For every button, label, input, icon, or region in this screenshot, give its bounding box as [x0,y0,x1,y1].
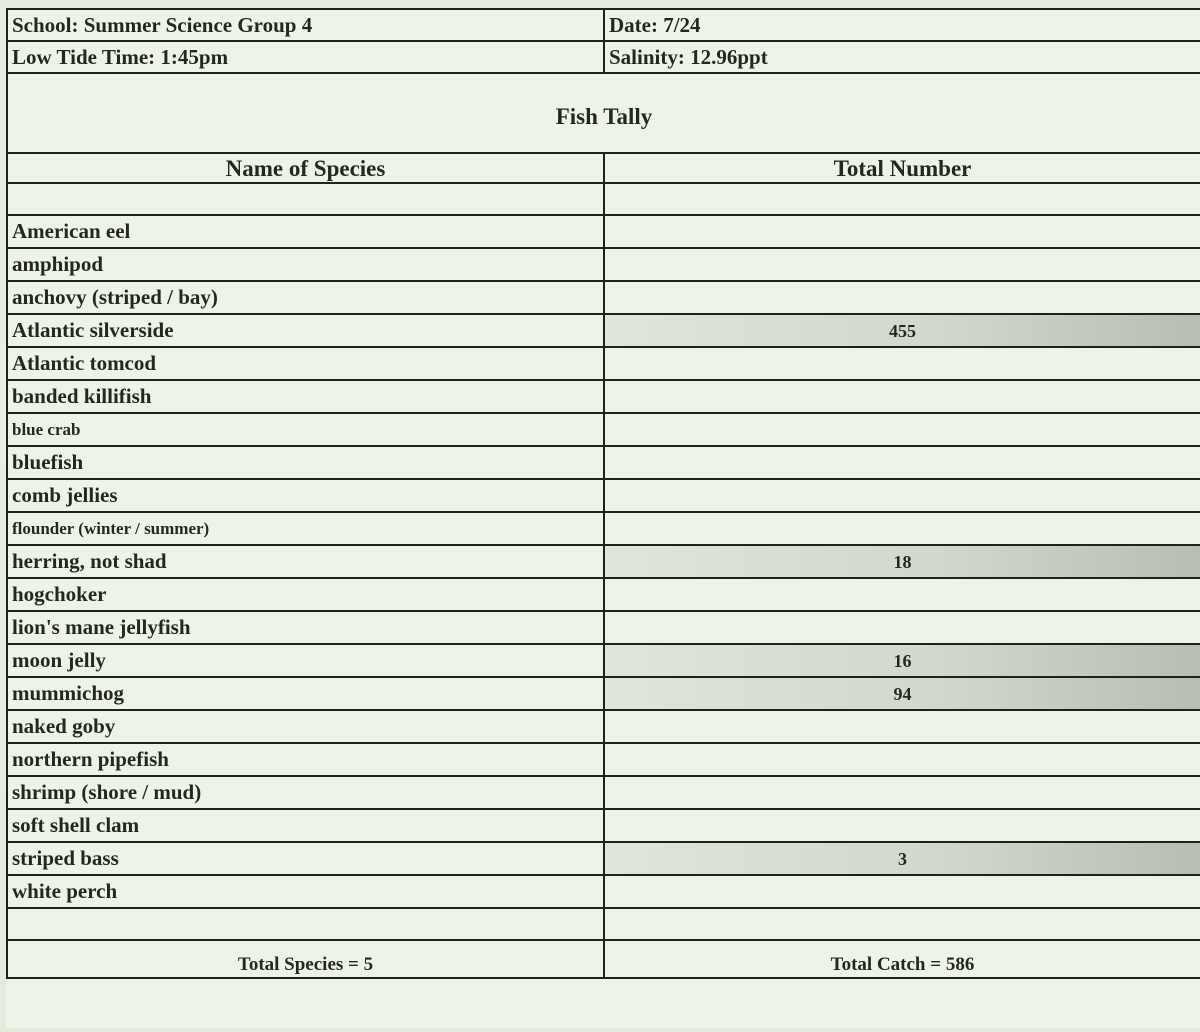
species-total [604,281,1200,314]
species-total [604,248,1200,281]
species-name: anchovy (striped / bay) [7,281,604,314]
species-name: Atlantic tomcod [7,347,604,380]
species-total [604,446,1200,479]
species-name: lion's mane jellyfish [7,611,604,644]
table-row [7,809,1200,842]
species-total [604,380,1200,413]
species-total [604,776,1200,809]
fish-tally-table [6,8,1200,979]
table-row [7,578,1200,611]
table-row [7,512,1200,545]
table-row [7,248,1200,281]
blank-cell [604,183,1200,215]
species-name: bluefish [7,446,604,479]
species-name: striped bass [7,842,604,875]
total-column-header: Total Number [604,153,1200,183]
species-total [604,479,1200,512]
total-catch: Total Catch = 586 [604,940,1200,978]
species-total [604,875,1200,908]
species-total [604,710,1200,743]
table-row [7,446,1200,479]
title-row [7,73,1200,153]
species-name: moon jelly [7,644,604,677]
species-name: blue crab [7,413,604,446]
header-row-1 [7,9,1200,41]
species-column-header: Name of Species [7,153,604,183]
species-total [604,512,1200,545]
table-row [7,479,1200,512]
table-row [7,611,1200,644]
table-row [7,413,1200,446]
salinity-field: Salinity: 12.96ppt [604,41,1200,73]
species-name: flounder (winter / summer) [7,512,604,545]
total-species: Total Species = 5 [7,940,604,978]
species-total [604,215,1200,248]
species-name: soft shell clam [7,809,604,842]
species-total: 455 [604,314,1200,347]
table-row [7,380,1200,413]
table-row [7,677,1200,710]
blank-row [7,183,1200,215]
fish-tally-sheet [6,8,1200,1028]
table-row [7,644,1200,677]
species-name: northern pipefish [7,743,604,776]
table-row [7,215,1200,248]
species-total [604,347,1200,380]
species-total [604,578,1200,611]
low-tide-field: Low Tide Time: 1:45pm [7,41,604,73]
species-total [604,611,1200,644]
table-title: Fish Tally [7,73,1200,153]
species-name: shrimp (shore / mud) [7,776,604,809]
species-name: comb jellies [7,479,604,512]
species-total: 16 [604,644,1200,677]
table-row [7,710,1200,743]
blank-cell [7,908,604,940]
species-name: mummichog [7,677,604,710]
blank-row [7,908,1200,940]
species-total [604,743,1200,776]
species-name: banded killifish [7,380,604,413]
species-total [604,809,1200,842]
table-row [7,281,1200,314]
species-name: Atlantic silverside [7,314,604,347]
table-row [7,314,1200,347]
blank-cell [7,183,604,215]
table-row [7,875,1200,908]
species-name: herring, not shad [7,545,604,578]
totals-row [7,940,1200,978]
school-field: School: Summer Science Group 4 [7,9,604,41]
date-field: Date: 7/24 [604,9,1200,41]
species-name: white perch [7,875,604,908]
table-row [7,776,1200,809]
blank-cell [604,908,1200,940]
table-row [7,347,1200,380]
species-name: hogchoker [7,578,604,611]
species-total: 18 [604,545,1200,578]
species-name: naked goby [7,710,604,743]
column-header-row [7,153,1200,183]
species-total: 3 [604,842,1200,875]
header-row-2 [7,41,1200,73]
species-total: 94 [604,677,1200,710]
species-total [604,413,1200,446]
species-name: American eel [7,215,604,248]
table-row [7,743,1200,776]
species-name: amphipod [7,248,604,281]
table-row [7,545,1200,578]
table-row [7,842,1200,875]
